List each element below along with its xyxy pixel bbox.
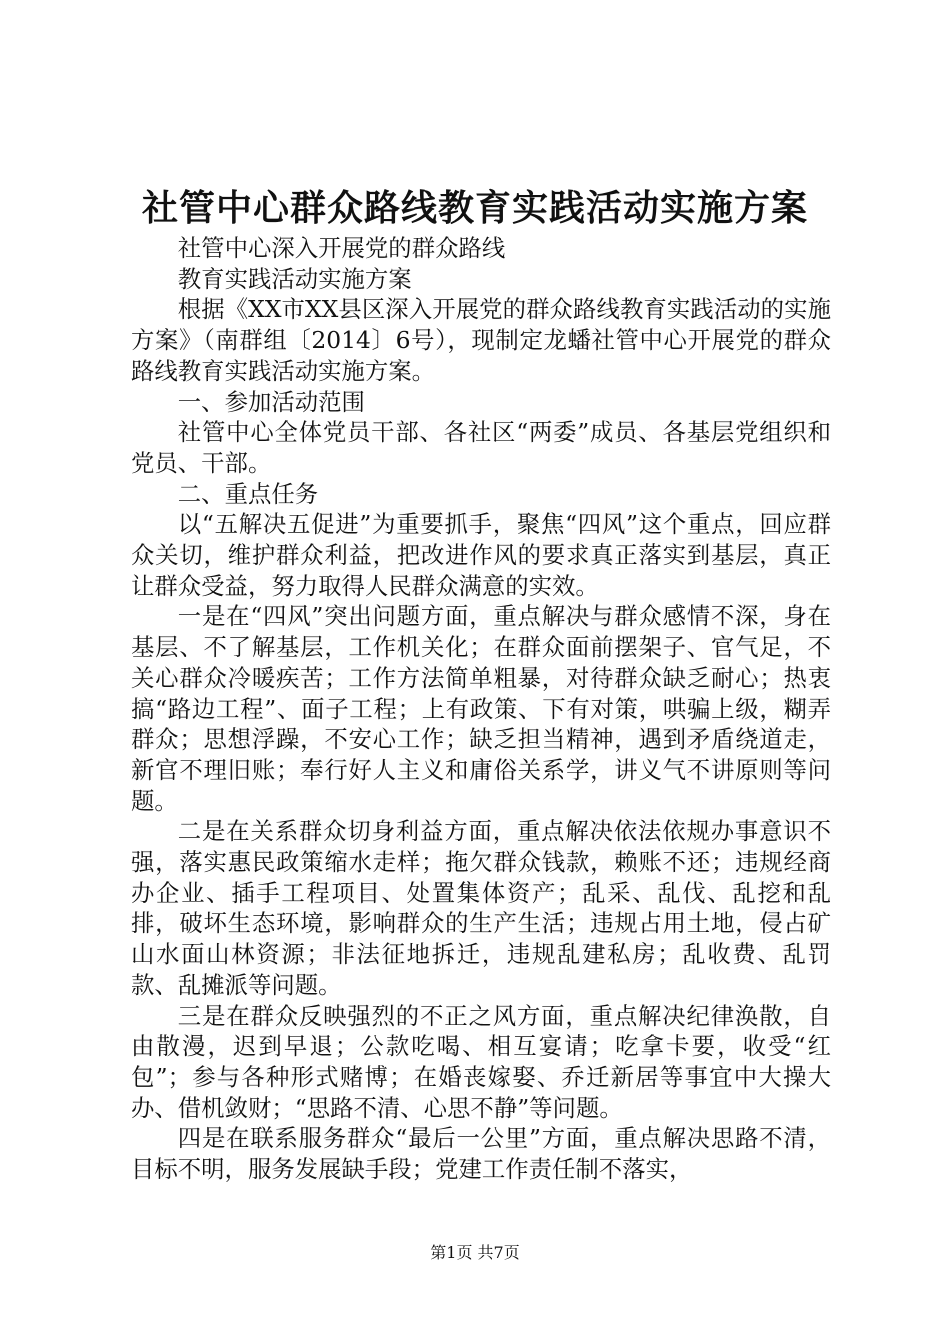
paragraph-task-2: 二是在关系群众切身利益方面，重点解决依法依规办事意识不强，落实惠民政策缩水走样；拖欠群众钱款，赖账不还；违规经商办企业、插手工程项目、处置集体资产；乱采、乱伐、乱挖和乱排，破坏生态环境，影响群众的生产生活；违规占用土地，侵占矿山水面山林资源；非法征地拆迁，违规乱建私房；乱收费、乱罚款、乱摊派等问题。: [131, 817, 831, 999]
paragraph-task-1: 一是在“四风”突出问题方面，重点解决与群众感情不深，身在基层、不了解基层，工作机关化；在群众面前摆架子、官气足，不关心群众冷暖疾苦；工作方法简单粗暴，对待群众缺乏耐心；热衷搞“路边工程”、面子工程；上有政策、下有对策，哄骗上级，糊弄群众；思想浮躁，不安心工作；缺乏担当精神，遇到矛盾绕道走，新官不理旧账；奉行好人主义和庸俗关系学，讲义气不讲原则等问题。: [131, 602, 831, 815]
paragraph-scope: 社管中心全体党员干部、各社区“两委”成员、各基层党组织和党员、干部。: [131, 418, 831, 477]
paragraph-task-4: 四是在联系服务群众“最后一公里”方面，重点解决思路不清，目标不明，服务发展缺手段；党建工作责任制不落实，: [131, 1124, 831, 1184]
paragraph-task-3: 三是在群众反映强烈的不正之风方面，重点解决纪律涣散，自由散漫，迟到早退；公款吃喝、相互宴请；吃拿卡要，收受“红包”；参与各种形式赌博；在婚丧嫁娶、乔迁新居等事宜中大操大办、借机敛财；“思路不清、心思不静”等问题。: [131, 1001, 831, 1122]
section-heading-scope: 一、参加活动范围: [177, 387, 365, 416]
paragraph-intro: 根据《XX市XX县区深入开展党的群众路线教育实践活动的实施方案》（南群组〔2014〕6号），现制定龙蟠社管中心开展党的群众路线教育实践活动实施方案。: [131, 295, 831, 385]
page-number: 第1页 共7页: [430, 1243, 520, 1262]
paragraph-tasks-overview: 以“五解决五促进”为重要抓手，聚焦“四风”这个重点，回应群众关切，维护群众利益，把改进作风的要求真正落实到基层，真正让群众受益，努力取得人民群众满意的实效。: [131, 510, 831, 600]
paragraph-subtitle-2: 教育实践活动实施方案: [177, 264, 412, 293]
document-body: [131, 233, 831, 1185]
document-title: 社管中心群众路线教育实践活动实施方案: [141, 187, 808, 229]
section-heading-tasks: 二、重点任务: [177, 479, 319, 508]
paragraph-subtitle-1: 社管中心深入开展党的群众路线: [177, 234, 506, 262]
